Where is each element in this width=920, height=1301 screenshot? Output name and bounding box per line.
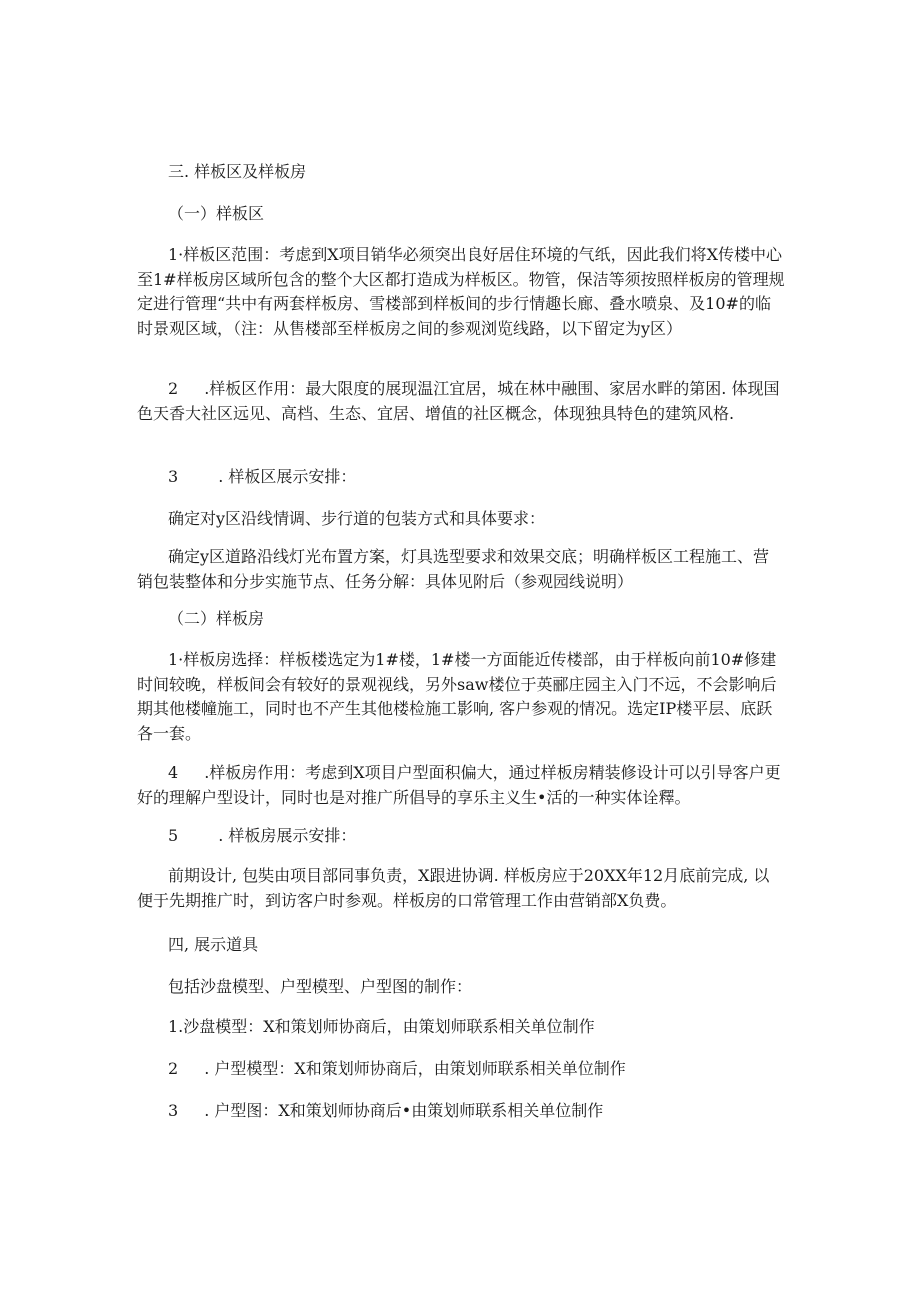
list-item-number: 2 [168, 1059, 179, 1078]
paragraph-sample-area-function-text: .样板区作用：最大限度的展现温江宜居，城在林中融围、家居水畔的第困. 体现国色天香大社区远见、高档、生态、宜居、增值的社区概念，体现独具特色的建筑风格. [137, 379, 780, 423]
paragraph-sample-area-scope [137, 243, 785, 341]
paragraph-y-zone-packaging-text: 确定对y区沿线情调、步行道的包装方式和具体要求： [168, 509, 546, 528]
paragraph-model-room-selection [137, 648, 785, 746]
section-heading-4-text: 四, 展示道具 [168, 935, 259, 954]
paragraph-model-room-schedule [137, 864, 785, 913]
paragraph-number: 2 [168, 379, 179, 398]
paragraph-model-room-selection-text: 1·样板房选择：样板楼选定为1#楼，1#楼一方面能近传楼部，由于样板向前10#修建时间较晚，样板间会有较好的景观视线，另外saw楼位于英郦庄园主入门不远，不会影响后期其他楼幢施工，同时也不产生其他楼检施工影响, 客户参观的情况。选定IP楼平层、底跃各一套。 [137, 650, 777, 743]
sub-heading-1-text: （一）样板区 [168, 204, 265, 223]
paragraph-sample-area-scope-text: 1·样板区范围：考虑到X项目销华必须突出良好居住环境的气纸，因此我们将X传楼中心至1#样板房区域所包含的整个大区都打造成为样板区。物管，保洁等须按照样板房的管理规定进行管理“共中有两套样板房、雪楼部到样板间的步行情趣长廊、叠水喷泉、及10#的临时景观区域，（注：从售楼部至样板房之间的参观浏览线路，以下留定为y区） [137, 245, 785, 338]
list-item-unit-model-text: . 户型模型：X和策划师协商后，由策划师联系相关单位制作 [204, 1059, 626, 1078]
paragraph-model-room-arrangement-text: . 样板房展示安排： [218, 826, 357, 845]
paragraph-sample-area-function [137, 377, 785, 426]
paragraph-model-room-function-text: .样板房作用：考虑到X项目户型面积偏大，通过样板房精装修设计可以引导客户更好的理解户型设计，同时也是对推广所倡导的享乐主义生•活的一种实体诠釋。 [137, 763, 781, 807]
paragraph-number: 3 [168, 467, 179, 486]
sub-heading-1 [137, 202, 785, 227]
list-item-unit-model [137, 1057, 785, 1082]
paragraph-number: 4 [168, 763, 179, 782]
list-item-number: 3 [168, 1101, 179, 1120]
list-item-floor-plan-text: . 户型图：X和策划师协商后•由策划师联系相关单位制作 [204, 1101, 604, 1120]
paragraph-y-zone-packaging [137, 507, 785, 532]
paragraph-display-props-text: 包括沙盘模型、户型模型、户型图的制作： [168, 977, 473, 996]
paragraph-y-zone-lighting-text: 确定y区道路沿线灯光布置方案，灯具选型要求和效果交底；明确样板区工程施工、营销包装整体和分步实施节点、任务分解：具体见附后（参观园线说明） [137, 547, 770, 591]
paragraph-sample-area-arrangement-text: . 样板区展示安排： [218, 467, 357, 486]
paragraph-model-room-function [137, 761, 785, 810]
list-item-sand-table-text: 1.沙盘模型：X和策划师协商后，由策划师联系相关单位制作 [168, 1017, 595, 1036]
list-item-sand-table [137, 1015, 785, 1040]
section-heading-3-text: 三. 样板区及样板房 [168, 162, 307, 181]
paragraph-y-zone-lighting [137, 545, 785, 594]
paragraph-display-props [137, 975, 785, 1000]
list-item-floor-plan [137, 1099, 785, 1124]
section-heading-3 [137, 160, 785, 185]
sub-heading-2 [137, 607, 785, 632]
paragraph-number: 5 [168, 826, 179, 845]
sub-heading-2-text: （二）样板房 [168, 609, 265, 628]
section-heading-4 [137, 933, 785, 958]
paragraph-model-room-schedule-text: 前期设计, 包奘由项目部同事负责，X跟进协调. 样板房应于20XX年12月底前完成, 以便于先期推广时，到访客户时参观。样板房的口常管理工作由营销部X负费。 [137, 866, 770, 910]
paragraph-sample-area-arrangement [137, 465, 785, 490]
paragraph-model-room-arrangement [137, 824, 785, 849]
